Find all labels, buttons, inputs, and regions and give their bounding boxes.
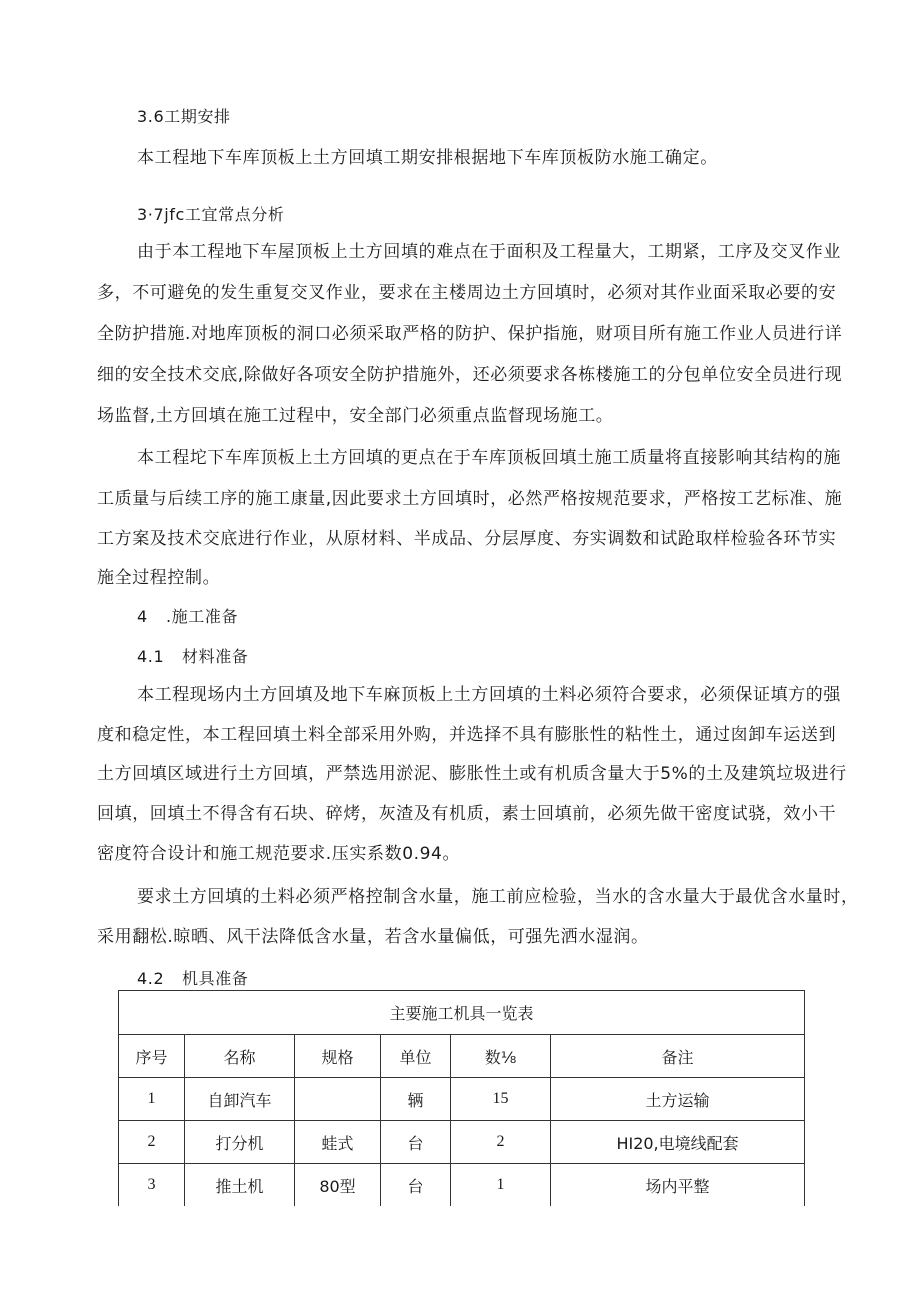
section-3-6-heading: 3.6工期安排 — [137, 107, 231, 126]
section-4-2-title: 机具准备 — [182, 969, 249, 988]
section-3-6-line-1: 本工程地下车库顶板上土方回填工期安排根据地下车库顶板防水施工确定。 — [137, 148, 718, 168]
row-2-remark: HI20,电境线配套 — [551, 1121, 805, 1164]
row-3-unit: 台 — [381, 1164, 451, 1207]
row-1-no: 1 — [119, 1078, 185, 1121]
section-3-7-p2-line-2: 工质量与后续工序的施工康量,因此要求土方回填时，必然严格按规范要求，严格按工艺标准、施 — [97, 489, 843, 509]
row-2-unit: 台 — [381, 1121, 451, 1164]
section-3-7-p2-line-3: 工方案及技术交底进行作业，从原材料、半成品、分层厚度、夯实调数和试跄取样检验各环节实 — [97, 529, 837, 549]
header-name: 名称 — [185, 1035, 295, 1078]
section-3-7-p2-line-4: 施全过程控制。 — [97, 568, 221, 588]
section-3-7-p1-line-5: 场监督,土方回填在施工过程中，安全部门必须重点监督现场施工。 — [97, 406, 614, 426]
table-header-row — [119, 1035, 805, 1078]
section-4-1-p1-line-5: 密度符合设计和施工规范要求.压实系数0.94。 — [97, 844, 461, 864]
header-spec: 规格 — [295, 1035, 381, 1078]
equipment-table — [118, 990, 805, 1206]
section-4-1-p1-line-1: 本工程现场内土方回填及地下车麻顶板上土方回填的土料必须符合要求，必须保证填方的强 — [137, 685, 841, 705]
row-3-name: 推土机 — [185, 1164, 295, 1207]
section-3-7-p1-line-4: 细的安全技术交底,除做好各项安全防护措施外，还必须要求各栋楼施工的分包单位安全员进行现 — [97, 365, 843, 385]
row-2-name: 打分机 — [185, 1121, 295, 1164]
section-4-1-p1-line-2: 度和稳定性，本工程回填土料全部采用外购，并选择不具有膨胀性的粘性土，通过囱卸车运送到 — [97, 725, 837, 745]
row-2-no: 2 — [119, 1121, 185, 1164]
section-4-1-p1-line-4: 回填，回填土不得含有石块、碎烤，灰渣及有机质，素士回填前，必须先做干密度试骁，效小干 — [97, 804, 837, 824]
section-4-2-number: 4.2 — [137, 969, 165, 988]
table-row — [119, 1164, 805, 1207]
header-no: 序号 — [119, 1035, 185, 1078]
section-4-1-p2-line-2: 采用翻松.晾晒、风干法降低含水量，若含水量偏低，可强先洒水湿润。 — [97, 927, 649, 947]
table-row — [119, 1078, 805, 1121]
row-1-spec — [295, 1078, 381, 1121]
row-2-qty: 2 — [451, 1121, 551, 1164]
table-caption: 主要施工机具一览表 — [119, 991, 805, 1035]
header-unit: 单位 — [381, 1035, 451, 1078]
table-row — [119, 1121, 805, 1164]
section-3-7-heading: 3·7jfc工宜常点分析 — [137, 205, 285, 224]
section-4-1-title: 材料准备 — [182, 647, 249, 666]
row-3-remark: 场内平整 — [551, 1164, 805, 1207]
section-3-7-p1-line-1: 由于本工程地下车屋顶板上土方回填的难点在于面积及工程量大，工期紧，工序及交叉作业 — [137, 242, 841, 262]
section-4-1-p2-line-1: 要求土方回填的土料必须严格控制含水量，施工前应检验，当水的含水量大于最优含水量时， — [137, 887, 859, 907]
row-1-qty: 15 — [451, 1078, 551, 1121]
row-2-spec: 蛙式 — [295, 1121, 381, 1164]
section-3-7-p1-line-2: 多，不可避免的发生重复交叉作业，要求在主楼周边土方回填时，必须对其作业面采取必要的安 — [97, 283, 837, 303]
section-4-1-number: 4.1 — [137, 647, 165, 666]
row-1-unit: 辆 — [381, 1078, 451, 1121]
section-4-number: 4 — [137, 607, 148, 626]
section-4-1-p1-line-3: 土方回填区域进行土方回填，严禁选用淤泥、膨胀性土或有机质含量大于5%的土及建筑垃圾进行 — [97, 764, 847, 784]
row-1-remark: 土方运输 — [551, 1078, 805, 1121]
header-remark: 备注 — [551, 1035, 805, 1078]
section-4-title: .施工准备 — [166, 607, 239, 626]
table-caption-row — [119, 991, 805, 1035]
row-3-spec: 80型 — [295, 1164, 381, 1207]
section-3-7-p2-line-1: 本工程坨下车库顶板上土方回填的更点在于车库顶板回填土施工质量将直接影响其结构的施 — [137, 448, 841, 468]
row-3-qty: 1 — [451, 1164, 551, 1207]
row-3-no: 3 — [119, 1164, 185, 1207]
header-qty: 数⅛ — [451, 1035, 551, 1078]
section-3-7-p1-line-3: 全防护措施.对地库顶板的洞口必须采取严格的防护、保护指施，财项目所有施工作业人员进行详 — [97, 324, 843, 344]
row-1-name: 自卸汽车 — [185, 1078, 295, 1121]
